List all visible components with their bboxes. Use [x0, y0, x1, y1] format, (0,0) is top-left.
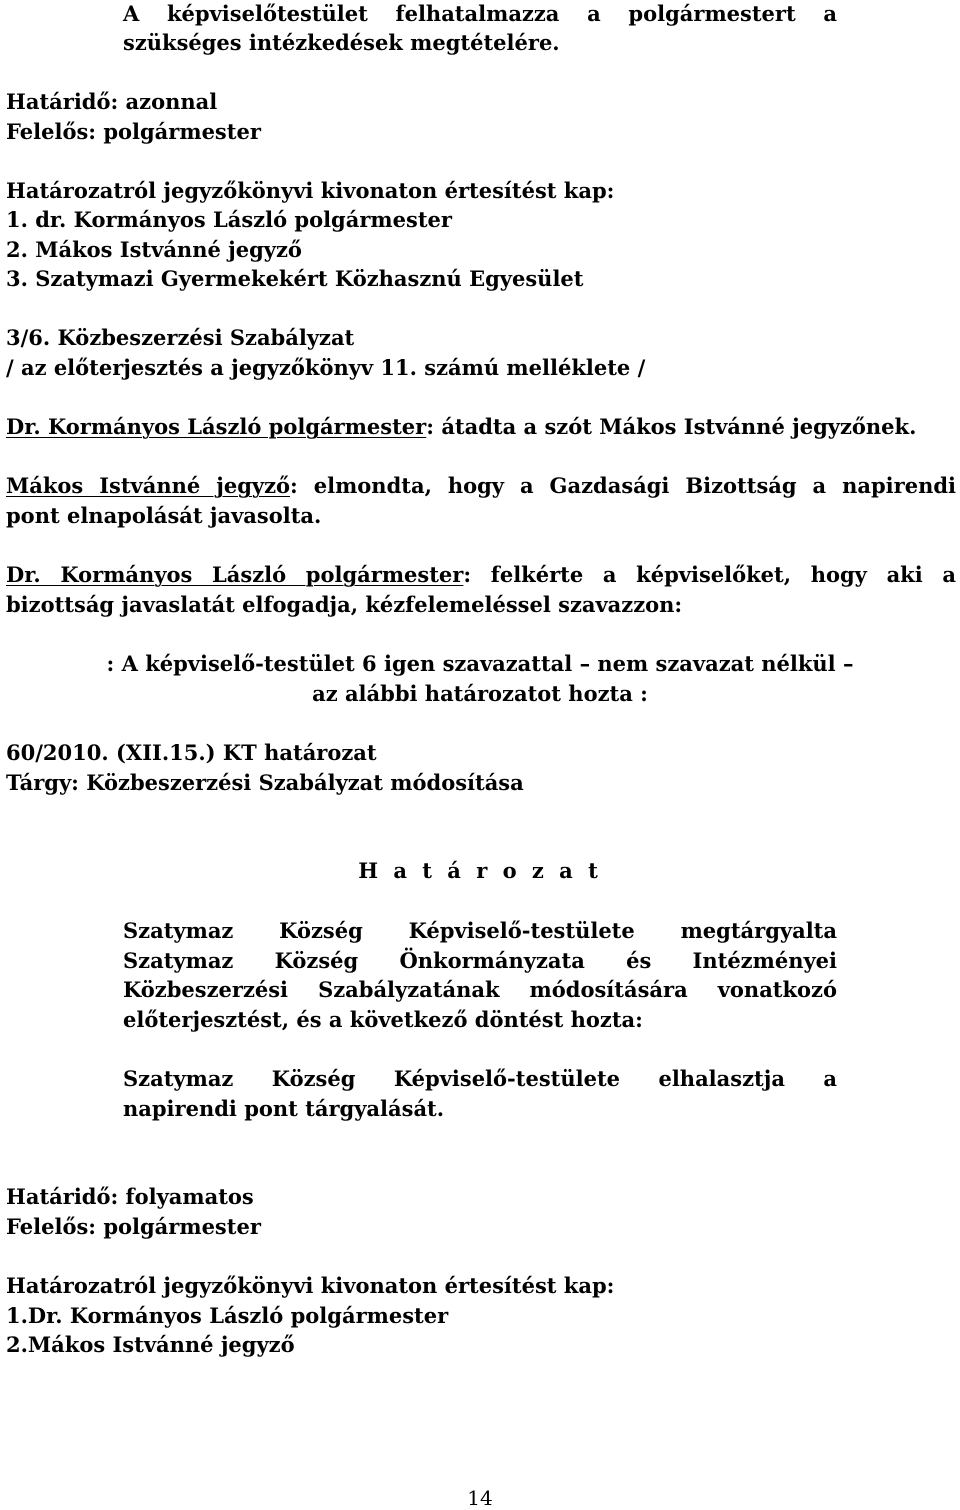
speech-2-text-1: : elmondta, hogy a Gazdasági Bizottság a napirendi — [290, 473, 956, 498]
resolution-subject: Tárgy: Közbeszerzési Szabályzat módosítása — [6, 770, 524, 795]
recipient-1-2: 2. Mákos Istvánné jegyző — [6, 237, 302, 262]
agenda-item: 3/6. Közbeszerzési Szabályzat — [6, 325, 355, 350]
page-number: 14 — [467, 1486, 493, 1510]
speaker-mayor: Dr. Kormányos László polgármester — [6, 414, 427, 439]
speech-3-line-2: bizottság javaslatát elfogadja, kézfelemeléssel szavazzon: — [6, 592, 683, 617]
recipient-2-2: 2.Mákos Istvánné jegyző — [6, 1332, 295, 1357]
speech-2-line-2: pont elnapolását javasolta. — [6, 503, 322, 528]
responsible-1: Felelős: polgármester — [6, 119, 261, 144]
deadline-2: Határidő: folyamatos — [6, 1184, 254, 1209]
resolution-number: 60/2010. (XII.15.) KT határozat — [6, 740, 377, 765]
agenda-attachment: / az előterjesztés a jegyzőkönyv 11. számú melléklete / — [6, 355, 646, 380]
notify-heading-1: Határozatról jegyzőkönyvi kivonaton értesítést kap: — [6, 178, 615, 203]
vote-line-2: az alábbi határozatot hozta : — [312, 681, 648, 706]
recipient-1-1: 1. dr. Kormányos László polgármester — [6, 207, 452, 232]
speaker-notary: Mákos Istvánné jegyző — [6, 473, 291, 498]
resolution-para1-line-3: Közbeszerzési Szabályzatának módosítására vonatkozó — [123, 977, 837, 1002]
speaker-mayor-2: Dr. Kormányos László polgármester — [6, 562, 464, 587]
resolution-para2-line-1: Szatymaz Község Képviselő-testülete elhalasztja a — [123, 1066, 837, 1091]
resolution-para1-line-2: Szatymaz Község Önkormányzata és Intézményei — [123, 948, 837, 973]
vote-line-1: : A képviselő-testület 6 igen szavazattal – nem szavazat nélkül – — [106, 651, 854, 676]
intro-line-1: A képviselőtestület felhatalmazza a polgármestert a — [123, 1, 837, 26]
deadline-1: Határidő: azonnal — [6, 89, 218, 114]
speech-3-text-1: : felkérte a képviselőket, hogy aki a — [463, 562, 956, 587]
recipient-2-1: 1.Dr. Kormányos László polgármester — [6, 1303, 449, 1328]
speech-1-text: : átadta a szót Mákos Istvánné jegyzőnek. — [426, 414, 917, 439]
resolution-para2-line-2: napirendi pont tárgyalását. — [123, 1096, 445, 1121]
intro-line-2: szükséges intézkedések megtételére. — [123, 30, 560, 55]
responsible-2: Felelős: polgármester — [6, 1214, 261, 1239]
recipient-1-3: 3. Szatymazi Gyermekekért Közhasznú Egyesület — [6, 266, 584, 291]
speech-3-line-1 — [6, 561, 956, 589]
speech-1 — [6, 413, 916, 441]
notify-heading-2: Határozatról jegyzőkönyvi kivonaton értesítést kap: — [6, 1273, 615, 1298]
resolution-title: H a t á r o z a t — [358, 858, 602, 883]
resolution-para1-line-4: előterjesztést, és a következő döntést hozta: — [123, 1007, 643, 1032]
resolution-para1-line-1: Szatymaz Község Képviselő-testülete megtárgyalta — [123, 918, 837, 943]
speech-2-line-1 — [6, 472, 956, 500]
